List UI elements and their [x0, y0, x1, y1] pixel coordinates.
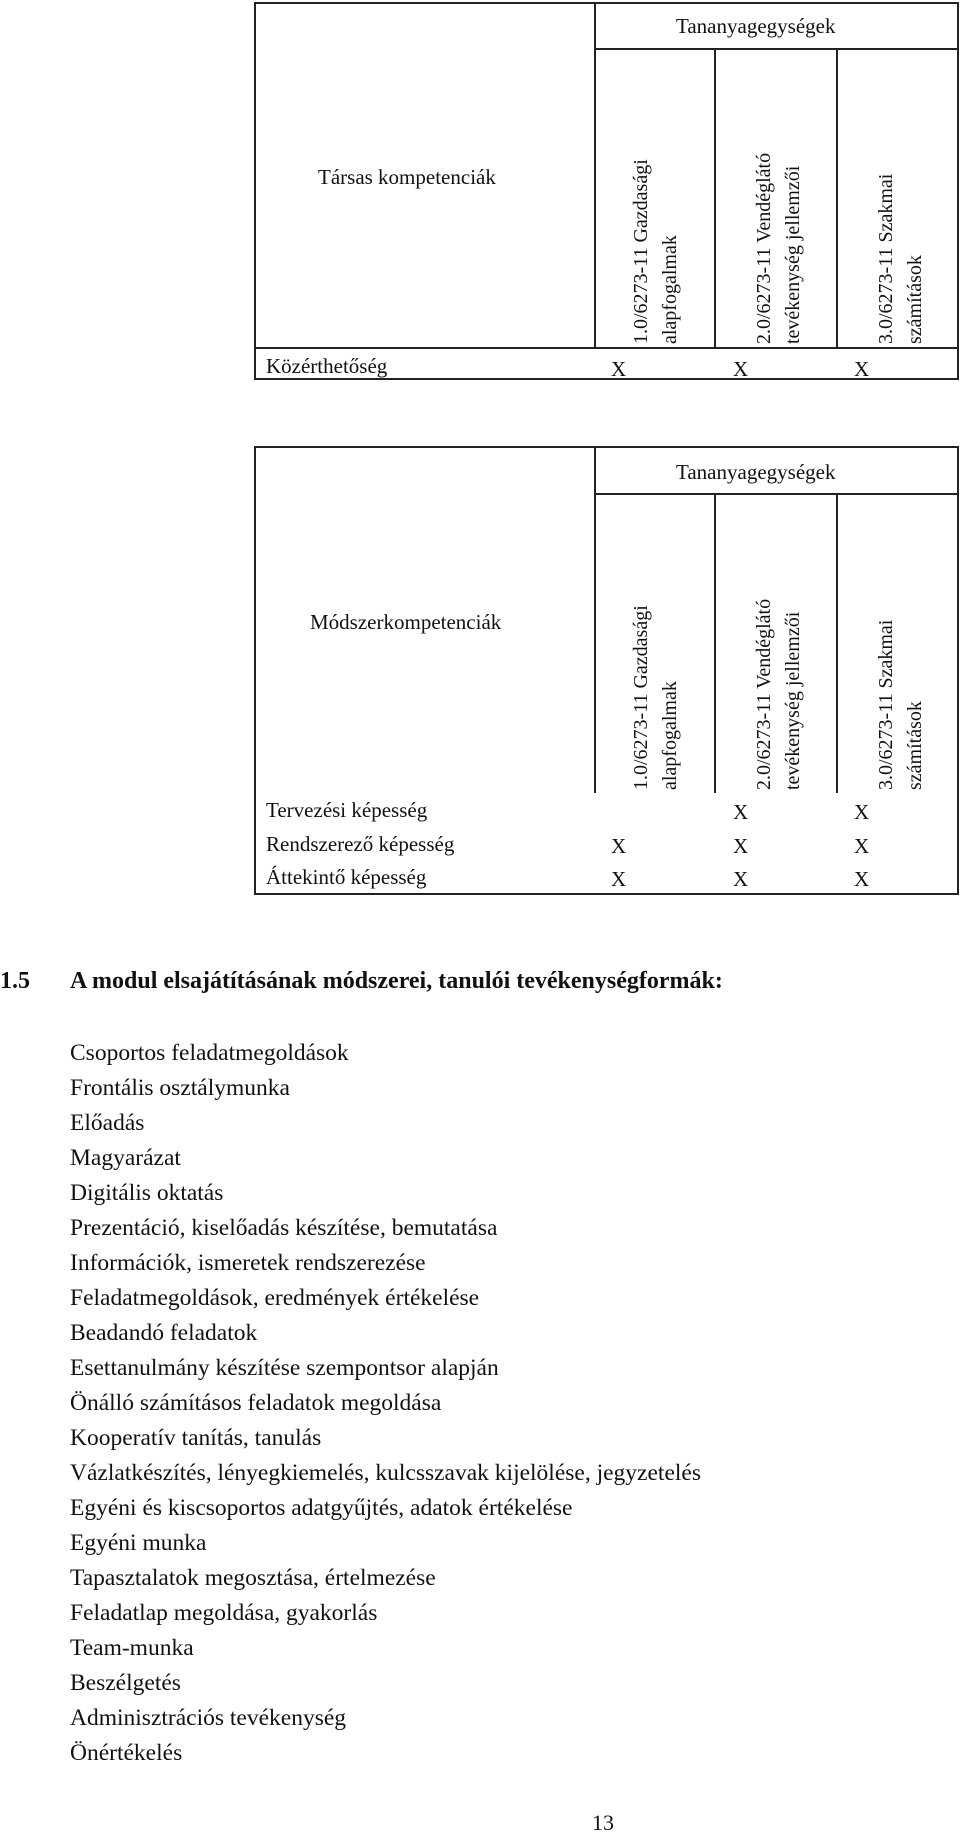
table-rule — [594, 448, 596, 793]
column-header-line: 1.0/6273-11 Gazdasági — [630, 605, 652, 790]
column-header-2 — [750, 599, 808, 790]
list-item: Magyarázat — [70, 1145, 181, 1171]
column-header-line: tevékenység jellemzői — [782, 165, 804, 344]
mark-cell: X — [733, 800, 749, 824]
mark-cell: X — [733, 867, 749, 891]
list-item: Beszélgetés — [70, 1670, 181, 1696]
section-title: A modul elsajátításának módszerei, tanulói tevékenységformák: — [70, 968, 723, 994]
column-header-line: alapfogalmak — [659, 235, 681, 344]
list-item: Prezentáció, kiselőadás készítése, bemutatása — [70, 1215, 498, 1241]
row-label: Közérthetőség — [266, 354, 388, 378]
list-item: Vázlatkészítés, lényegkiemelés, kulcsszavak kijelölése, jegyzetelés — [70, 1460, 701, 1486]
group-header: Tananyagegységek — [676, 460, 836, 484]
page-number: 13 — [592, 1810, 614, 1835]
methods-list — [70, 1036, 701, 1771]
list-item: Egyéni munka — [70, 1530, 207, 1556]
mark-cell: X — [611, 867, 627, 891]
column-header-2 — [750, 153, 808, 344]
list-item: Feladatmegoldások, eredmények értékelése — [70, 1285, 480, 1311]
column-header-line: alapfogalmak — [659, 681, 681, 790]
table-rule — [714, 493, 716, 793]
column-header-3 — [872, 620, 930, 790]
list-item: Tapasztalatok megosztása, értelmezése — [70, 1565, 436, 1591]
column-header-1 — [627, 159, 685, 344]
list-item: Beadandó feladatok — [70, 1320, 258, 1346]
method-competencies-table — [254, 446, 959, 895]
table-rule — [714, 48, 716, 347]
column-header-line: 3.0/6273-11 Szakmai — [875, 619, 897, 790]
mark-cell: X — [854, 800, 870, 824]
mark-cell: X — [733, 834, 749, 858]
table-rule — [256, 347, 959, 349]
list-item: Team-munka — [70, 1635, 194, 1661]
row-label: Rendszerező képesség — [266, 832, 455, 856]
section-number: 1.5 — [0, 968, 30, 994]
table-rule — [594, 48, 959, 50]
table-rule — [836, 48, 838, 347]
section-heading — [0, 968, 723, 995]
list-item: Csoportos feladatmegoldások — [70, 1040, 349, 1066]
group-header: Tananyagegységek — [676, 14, 836, 38]
mark-cell: X — [733, 357, 749, 381]
mark-cell: X — [854, 834, 870, 858]
list-item: Önálló számításos feladatok megoldása — [70, 1390, 442, 1416]
column-header-line: számítások — [904, 701, 926, 790]
list-item: Frontális osztálymunka — [70, 1075, 290, 1101]
column-header-line: 3.0/6273-11 Szakmai — [875, 173, 897, 344]
list-item: Önértékelés — [70, 1740, 183, 1766]
row-label: Tervezési képesség — [266, 798, 428, 822]
row-label: Áttekintő képesség — [266, 865, 427, 889]
column-header-line: tevékenység jellemzői — [782, 611, 804, 790]
list-item: Esettanulmány készítése szempontsor alapján — [70, 1355, 499, 1381]
list-item: Adminisztrációs tevékenység — [70, 1705, 347, 1731]
column-header-line: 2.0/6273-11 Vendéglátó — [753, 598, 775, 790]
column-header-line: 1.0/6273-11 Gazdasági — [630, 159, 652, 344]
mark-cell: X — [854, 357, 870, 381]
mark-cell: X — [611, 834, 627, 858]
list-item: Egyéni és kiscsoportos adatgyűjtés, adatok értékelése — [70, 1495, 573, 1521]
list-item: Előadás — [70, 1110, 145, 1136]
social-competencies-table — [254, 2, 959, 380]
column-header-line: számítások — [904, 255, 926, 344]
row-header: Társas kompetenciák — [318, 165, 496, 189]
column-header-3 — [872, 174, 930, 344]
column-header-1 — [627, 605, 685, 790]
list-item: Információk, ismeretek rendszerezése — [70, 1250, 426, 1276]
row-header: Módszerkompetenciák — [310, 610, 502, 634]
list-item: Digitális oktatás — [70, 1180, 224, 1206]
table-rule — [594, 4, 596, 347]
mark-cell: X — [611, 357, 627, 381]
column-header-line: 2.0/6273-11 Vendéglátó — [753, 152, 775, 344]
mark-cell: X — [854, 867, 870, 891]
table-rule — [836, 493, 838, 793]
table-rule — [594, 493, 959, 495]
list-item: Feladatlap megoldása, gyakorlás — [70, 1600, 378, 1626]
list-item: Kooperatív tanítás, tanulás — [70, 1425, 322, 1451]
